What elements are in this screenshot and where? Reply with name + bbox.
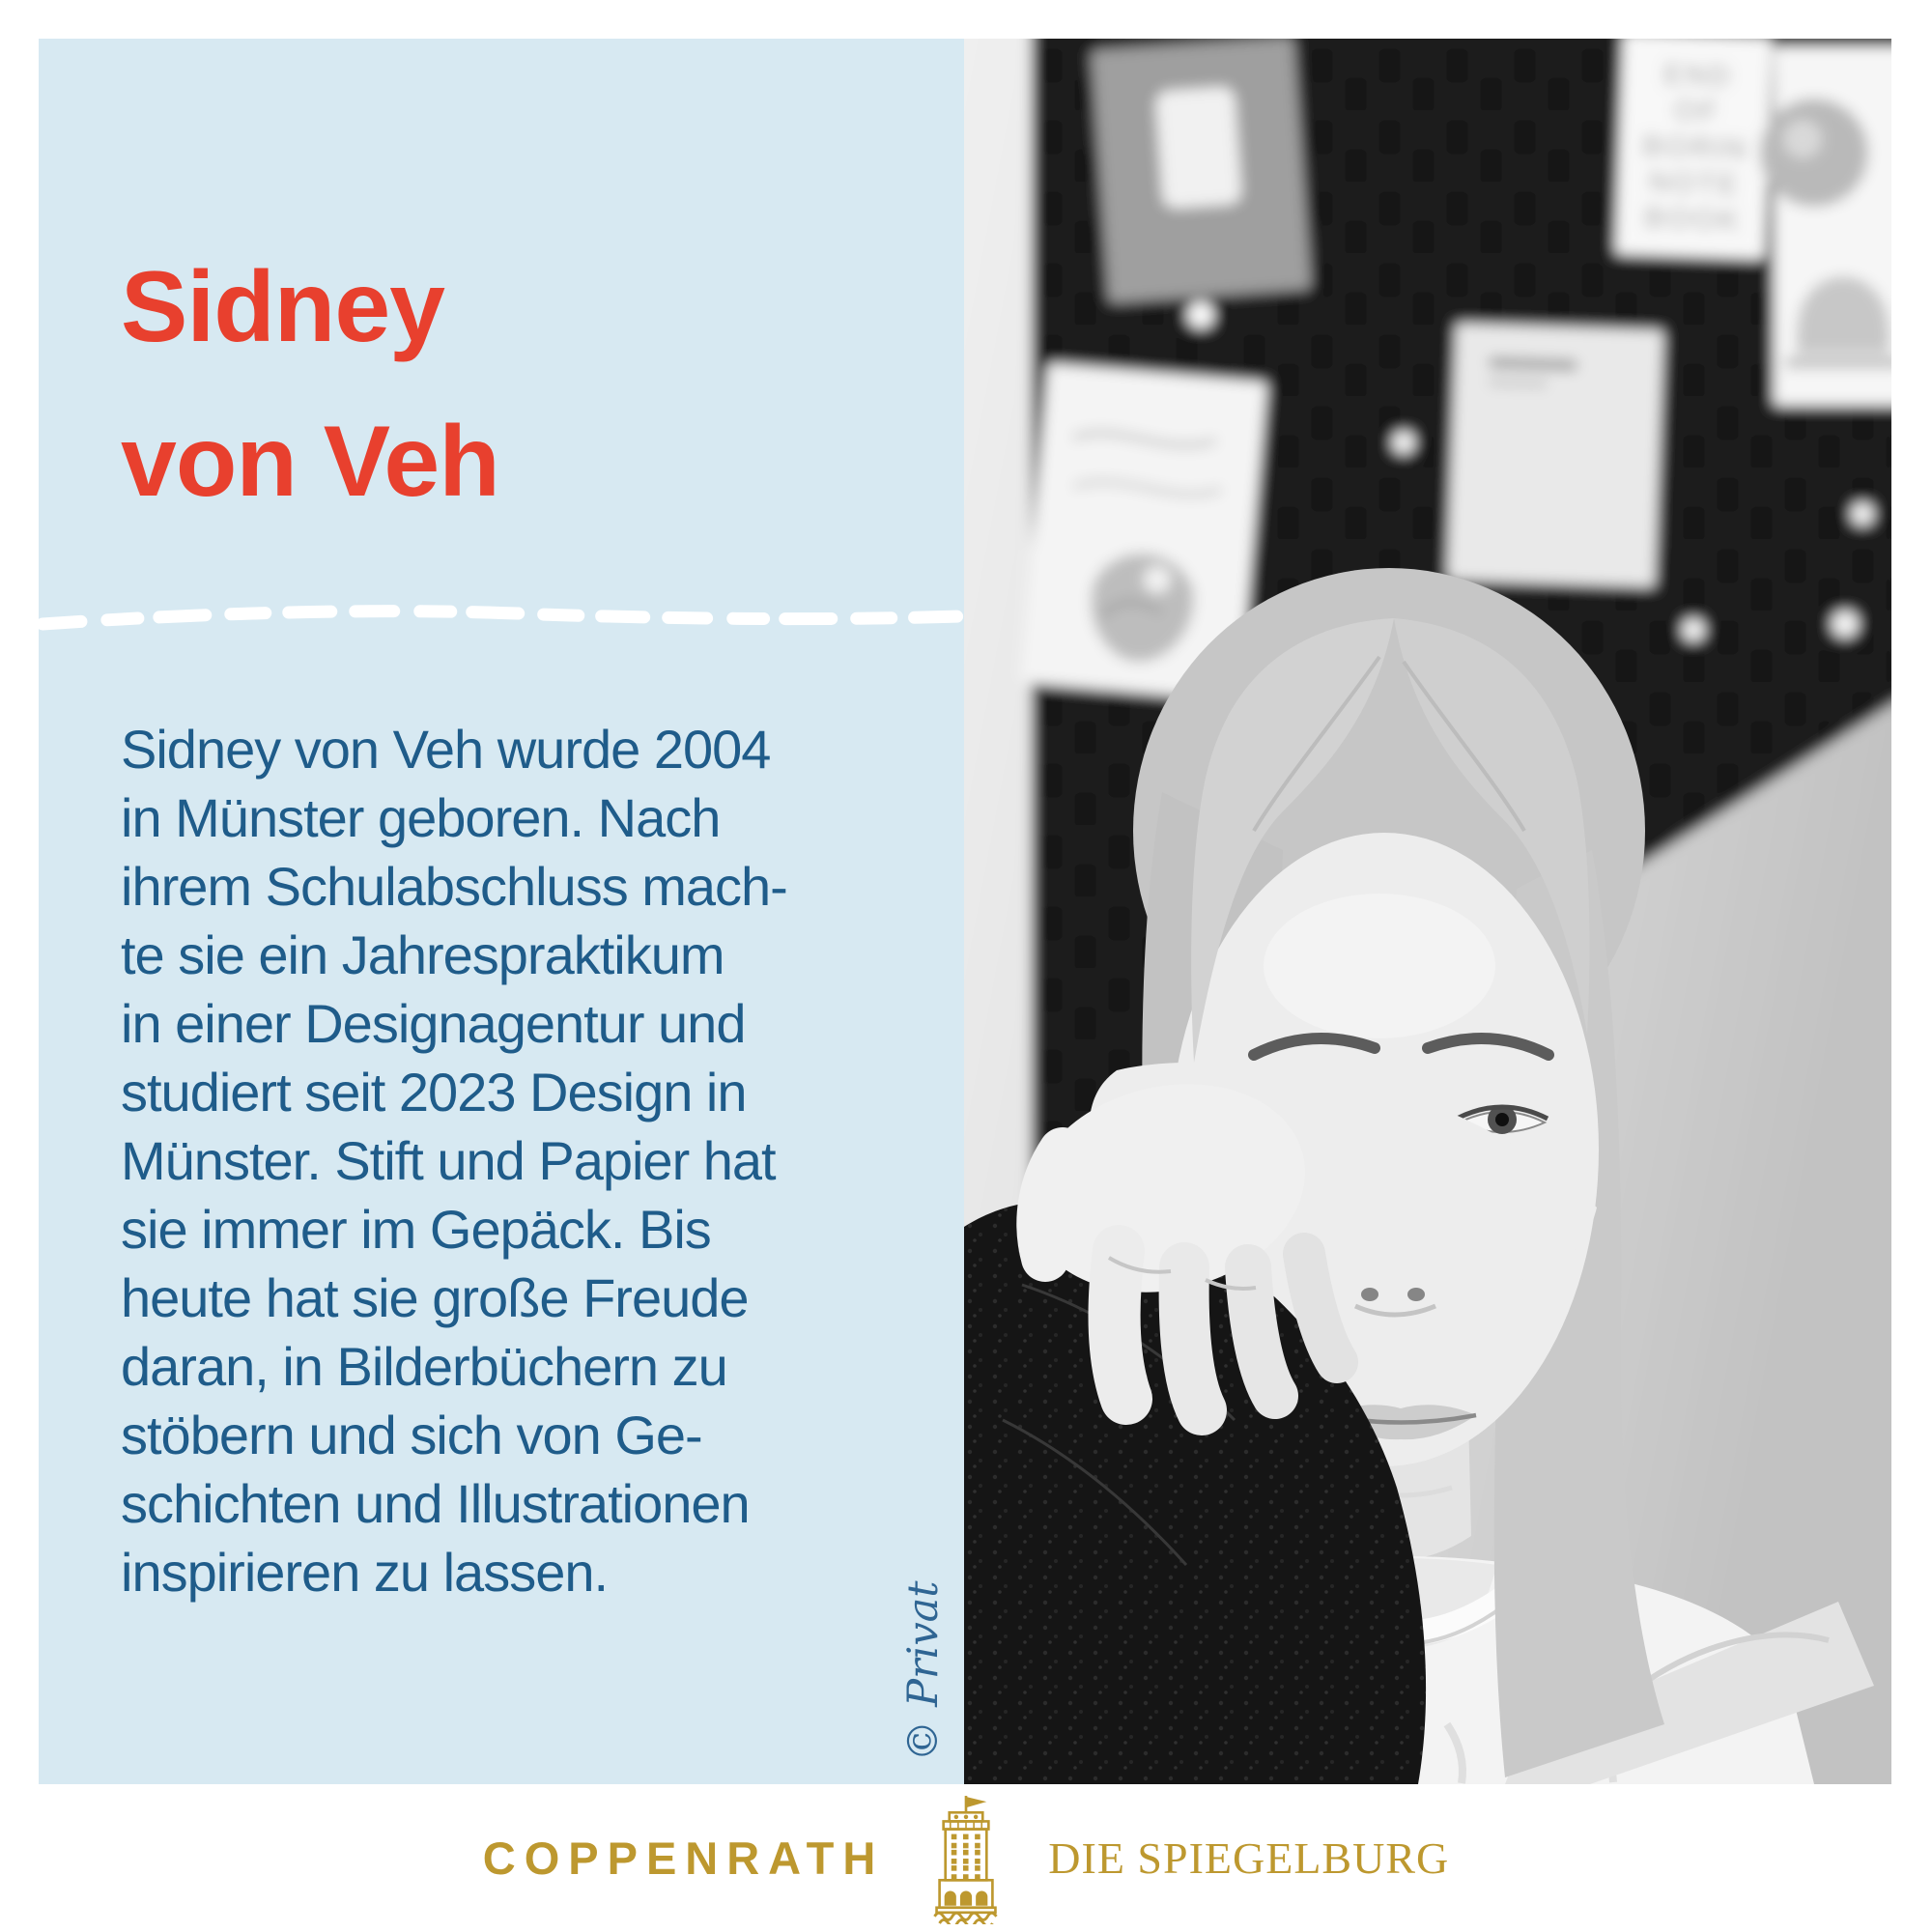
pinned-note-text: BORIN (1641, 128, 1749, 166)
pinned-card-behind-head (1447, 323, 1663, 586)
peg-dot (1832, 611, 1859, 638)
photo-credit: © Privat (899, 1580, 948, 1762)
pushpin (1187, 301, 1214, 328)
finger (1115, 1251, 1126, 1399)
bio-text-line: stöbern und sich von Ge- (121, 1405, 702, 1465)
bio-text-line: daran, in Bilderbüchern zu (121, 1336, 727, 1397)
bio-text-line: ihrem Schulabschluss mach- (121, 856, 787, 917)
title-line-2: von Veh (121, 406, 499, 518)
page-title (121, 230, 499, 539)
bio-text-line: in Münster geboren. Nach (121, 787, 721, 848)
peg-dot (1682, 618, 1705, 641)
pinned-card-cup (1092, 39, 1312, 303)
bio-text-line: studiert seit 2023 Design in (121, 1062, 747, 1122)
pinned-note-text: OF (1673, 93, 1720, 128)
publisher-footer (0, 1784, 1932, 1932)
brand-coppenrath: COPPENRATH (482, 1833, 885, 1884)
bio-text (121, 715, 923, 1606)
brand-spiegelburg: DIE SPIEGELBURG (1048, 1833, 1450, 1883)
portrait-photo (964, 39, 1891, 1784)
bio-text-line: inspirieren zu lassen. (121, 1542, 609, 1603)
finger (1184, 1267, 1202, 1410)
thumb (1040, 1151, 1063, 1258)
bio-text-line: sie immer im Gepäck. Bis (121, 1199, 711, 1260)
portrait-photo-graphic (964, 39, 1891, 1784)
peg-dot (1144, 566, 1171, 593)
bio-text-line: schichten und Illustrationen (121, 1473, 750, 1534)
peg-dot (1392, 431, 1415, 454)
peg-dot (1851, 502, 1874, 526)
pinned-card-vase (1760, 46, 1891, 406)
castle-tower-icon (917, 1793, 1015, 1924)
pinned-card-notebook (1615, 39, 1773, 260)
dashed-divider (39, 597, 964, 639)
bio-text-line: in einer Designagentur und (121, 993, 746, 1054)
bio-text-line: Münster. Stift und Papier hat (121, 1130, 776, 1191)
pinned-note-text: END (1662, 56, 1733, 94)
bio-text-line: Sidney von Veh wurde 2004 (121, 719, 771, 780)
pinned-note-text: BOOK (1643, 200, 1743, 238)
bio-panel (39, 39, 964, 1784)
bio-text-line: heute hat sie große Freude (121, 1267, 749, 1328)
title-line-1: Sidney (121, 251, 444, 363)
pinned-note-text: NOTE (1647, 164, 1741, 202)
bio-text-line: te sie ein Jahrespraktikum (121, 924, 724, 985)
